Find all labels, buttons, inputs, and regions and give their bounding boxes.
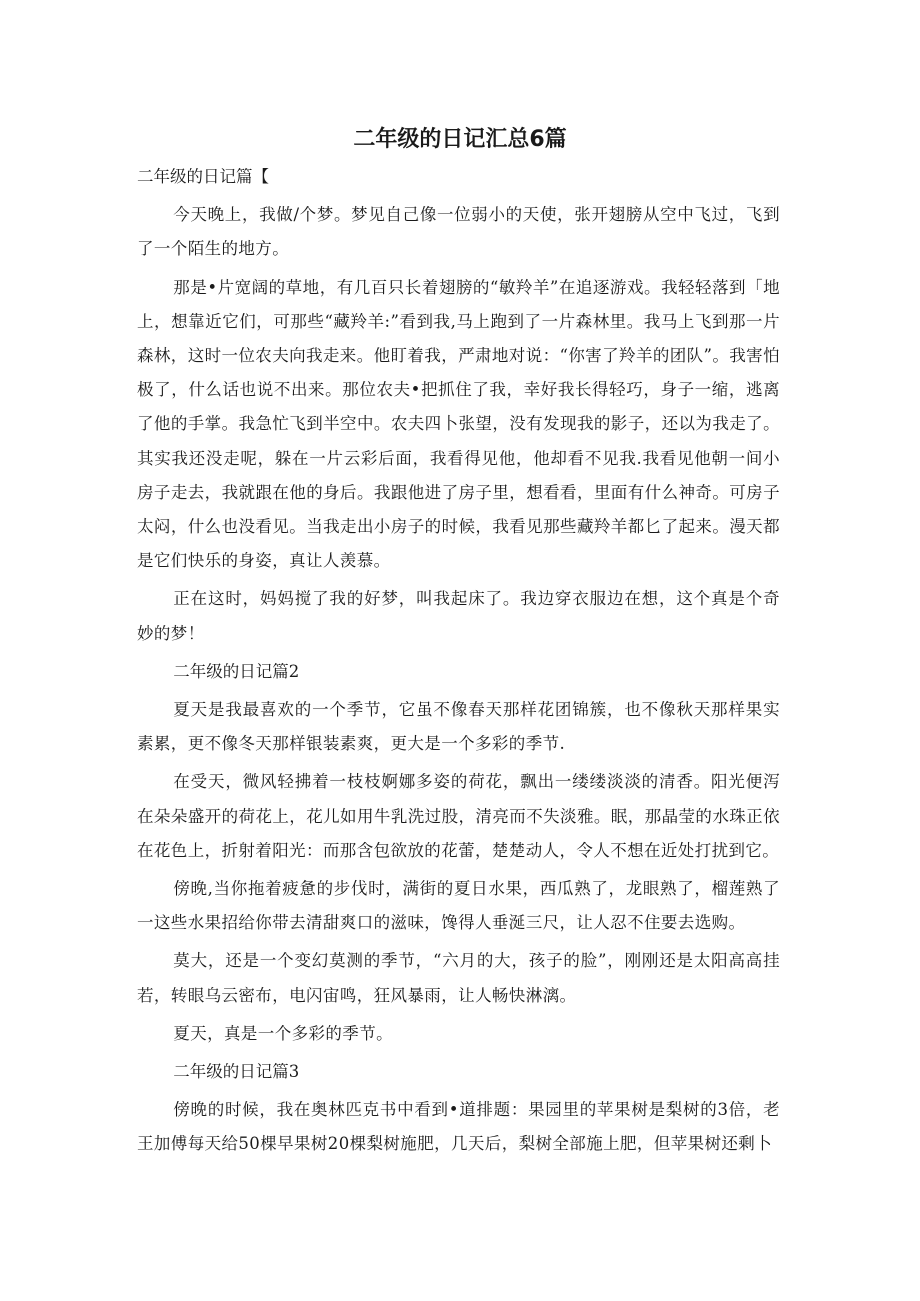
document-body <box>137 160 780 1166</box>
paragraph: 莫大，还是一个变幻莫测的季节，“六月的大，孩子的脸”，刚刚还是太阳高高挂若，转眼乌云密布，电闪宙鸣，狂风暴雨，让人畅快淋漓。 <box>137 951 780 1005</box>
paragraph: 正在这时，妈妈搅了我的好梦，叫我起床了。我边穿衣服边在想，这个真是个奇妙的梦！ <box>137 589 780 643</box>
section-heading: 二年级的日记篇2 <box>173 661 300 681</box>
section-heading: 二年级的日记篇【 <box>137 167 269 186</box>
paragraph: 今天晚上，我做/个梦。梦见自己像一位弱小的天使，张开翅膀从空中飞过，飞到了一个陌生的地方。 <box>137 205 780 259</box>
diary-section-1 <box>137 160 780 651</box>
paragraph: 傍晚,当你拖着疲惫的步伐时，满街的夏日水果，西瓜熟了，龙眼熟了，榴莲熟了一这些水果招给你带去清甜爽口的滋味，馋得人垂涎三尺，让人忍不住要去选购。 <box>137 879 780 933</box>
paragraph: 那是•片宽阔的草地，有几百只长着翅膀的“敏羚羊”在追逐游戏。我轻轻落到「地上，想靠近它们，可那些“藏羚羊:”看到我,马上跑到了一片森林里。我马上飞到那一片森林，这时一位农夫向我走来。他盯着我，严肃地对说：“你害了羚羊的团队”。我害怕极了，什么话也说不出来。那位农夫•把抓住了我，幸好我长得轻巧，身子一缩，逃离了他的手掌。我急忙飞到半空中。农夫四卜张望，没有发现我的影子，还以为我走了。其实我还没走呢，躲在一片云彩后面，我看得见他，他却看不见我.我看见他朝一间小房子走去，我就跟在他的身后。我跟他进了房子里，想看看，里面有什么神奇。可房子太闷，什么也没看见。当我走出小房子的时候，我看见那些藏羚羊都匕了起来。漫天都是它们快乐的身姿，真让人羡慕。 <box>137 277 780 571</box>
paragraph: 夏天是我最喜欢的一个季节，它虽不像春天那样花团锦簇，也不像秋天那样果实素累，更不像冬天那样银装素爽，更大是一个多彩的季节. <box>137 700 780 754</box>
paragraph: 傍晚的时候，我在奥林匹克书中看到•道排题：果园里的苹果树是梨树的3倍，老王加傅每天给50棵早果树20棵梨树施肥，几天后，梨树全部施上肥，但苹果树还剩卜 <box>137 1100 780 1154</box>
paragraph: 夏天，真是一个多彩的季节。 <box>173 1023 393 1043</box>
section-heading: 二年级的日记篇3 <box>173 1062 300 1082</box>
diary-section-3 <box>137 1055 780 1162</box>
diary-section-2 <box>137 655 780 1051</box>
document-title: 二年级的日记汇总6篇 <box>353 127 567 152</box>
paragraph: 在受天，微风轻拂着一枝枝婀娜多姿的荷花，飘出一缕缕淡淡的清香。阳光便泻在朵朵盛开的荷花上，花儿如用牛乳洗过股，清亮而不失淡雅。眠，那晶莹的水珠正依在花色上，折射着阳光：而那含包欲放的花蕾，楚楚动人，令人不想在近处打扰到它。 <box>137 772 780 860</box>
